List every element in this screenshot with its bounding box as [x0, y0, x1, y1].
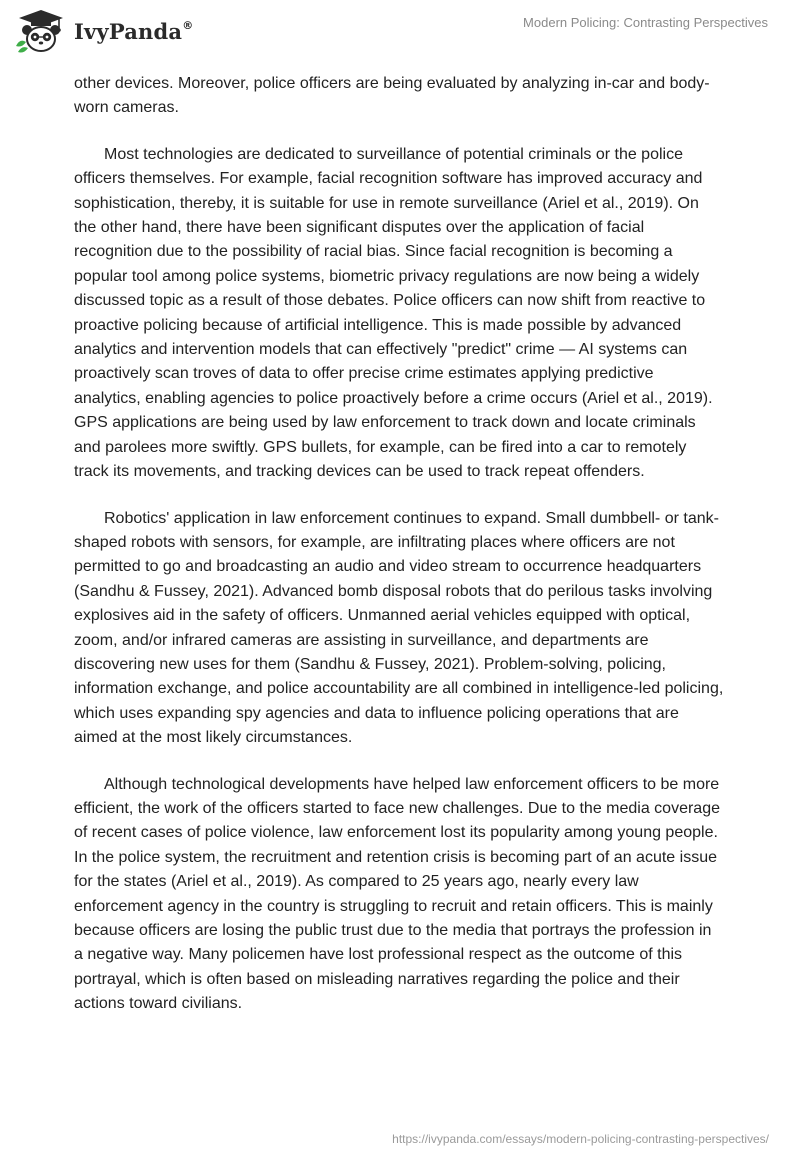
paragraph-surveillance: Most technologies are dedicated to surveillance of potential criminals or the police officers themselves. For example, facial recognition software has improved accuracy and sophistication, thereby, it is suitable for use in remote surveillance (Ariel et al., 2019). On the other hand, there have been significant disputes over the application of facial recognition due to the possibility of racial bias. Since facial recognition is becoming a popular tool among police systems, biometric privacy regulations are now being a widely discussed topic as a result of those debates. Police officers can now shift from reactive to proactive policing because of artificial intelligence. This is made possible by advanced analytics and intervention models that can effectively "predict" crime — AI systems can proactively scan troves of data to offer precise crime estimates applying predictive analytics, enabling agencies to police proactively before a crime occurs (Ariel et al., 2019). GPS applications are being used by law enforcement to track down and locate criminals and parolees more swiftly. GPS bullets, for example, can be fired into a car to remotely track its movements, and tracking devices can be used to track repeat offenders.	[74, 145, 713, 481]
document-title: Modern Policing: Contrasting Perspectives	[523, 15, 768, 30]
source-url-link[interactable]: https://ivypanda.com/essays/modern-policing-contrasting-perspectives/	[392, 1132, 769, 1146]
paragraph-continuation: other devices. Moreover, police officers are being evaluated by analyzing in-car and body-worn cameras.	[74, 75, 710, 117]
paragraph-challenges: Although technological developments have helped law enforcement officers to be more efficient, the work of the officers started to face new challenges. Due to the media coverage of recent cases of police violence, law enforcement lost its popularity among young people. In the police system, the recruitment and retention crisis is becoming part of an acute issue for the states (Ariel et al., 2019). As compared to 25 years ago, nearly every law enforcement agency in the country is struggling to recruit and retain officers. This is mainly because officers are losing the public trust due to the media that portrays the profession in a negative way. Many policemen have lost professional respect as the outcome of this portrayal, which is often based on misleading narratives regarding the police and their actions toward civilians.	[74, 775, 720, 1013]
brand-name: IvyPanda®	[74, 18, 194, 44]
registered-mark: ®	[182, 18, 194, 32]
panda-graduation-cap-icon	[14, 8, 68, 54]
essay-body	[74, 72, 724, 1039]
ivypanda-logo-link[interactable]	[14, 8, 193, 54]
page-header	[0, 0, 800, 70]
paragraph-robotics: Robotics' application in law enforcement continues to expand. Small dumbbell- or tank-shaped robots with sensors, for example, are infiltrating places where officers are not permitted to go and broadcasting an audio and video stream to occurrence headquarters (Sandhu & Fussey, 2021). Advanced bomb disposal robots that do perilous tasks involving explosives aid in the safety of officers. Unmanned aerial vehicles equipped with optical, zoom, and/or infrared cameras are assisting in surveillance, and departments are discovering new uses for them (Sandhu & Fussey, 2021). Problem-solving, policing, information exchange, and police accountability are all combined in intelligence-led policing, which uses expanding spy agencies and data to influence policing operations that are aimed at the most likely circumstances.	[74, 509, 724, 747]
